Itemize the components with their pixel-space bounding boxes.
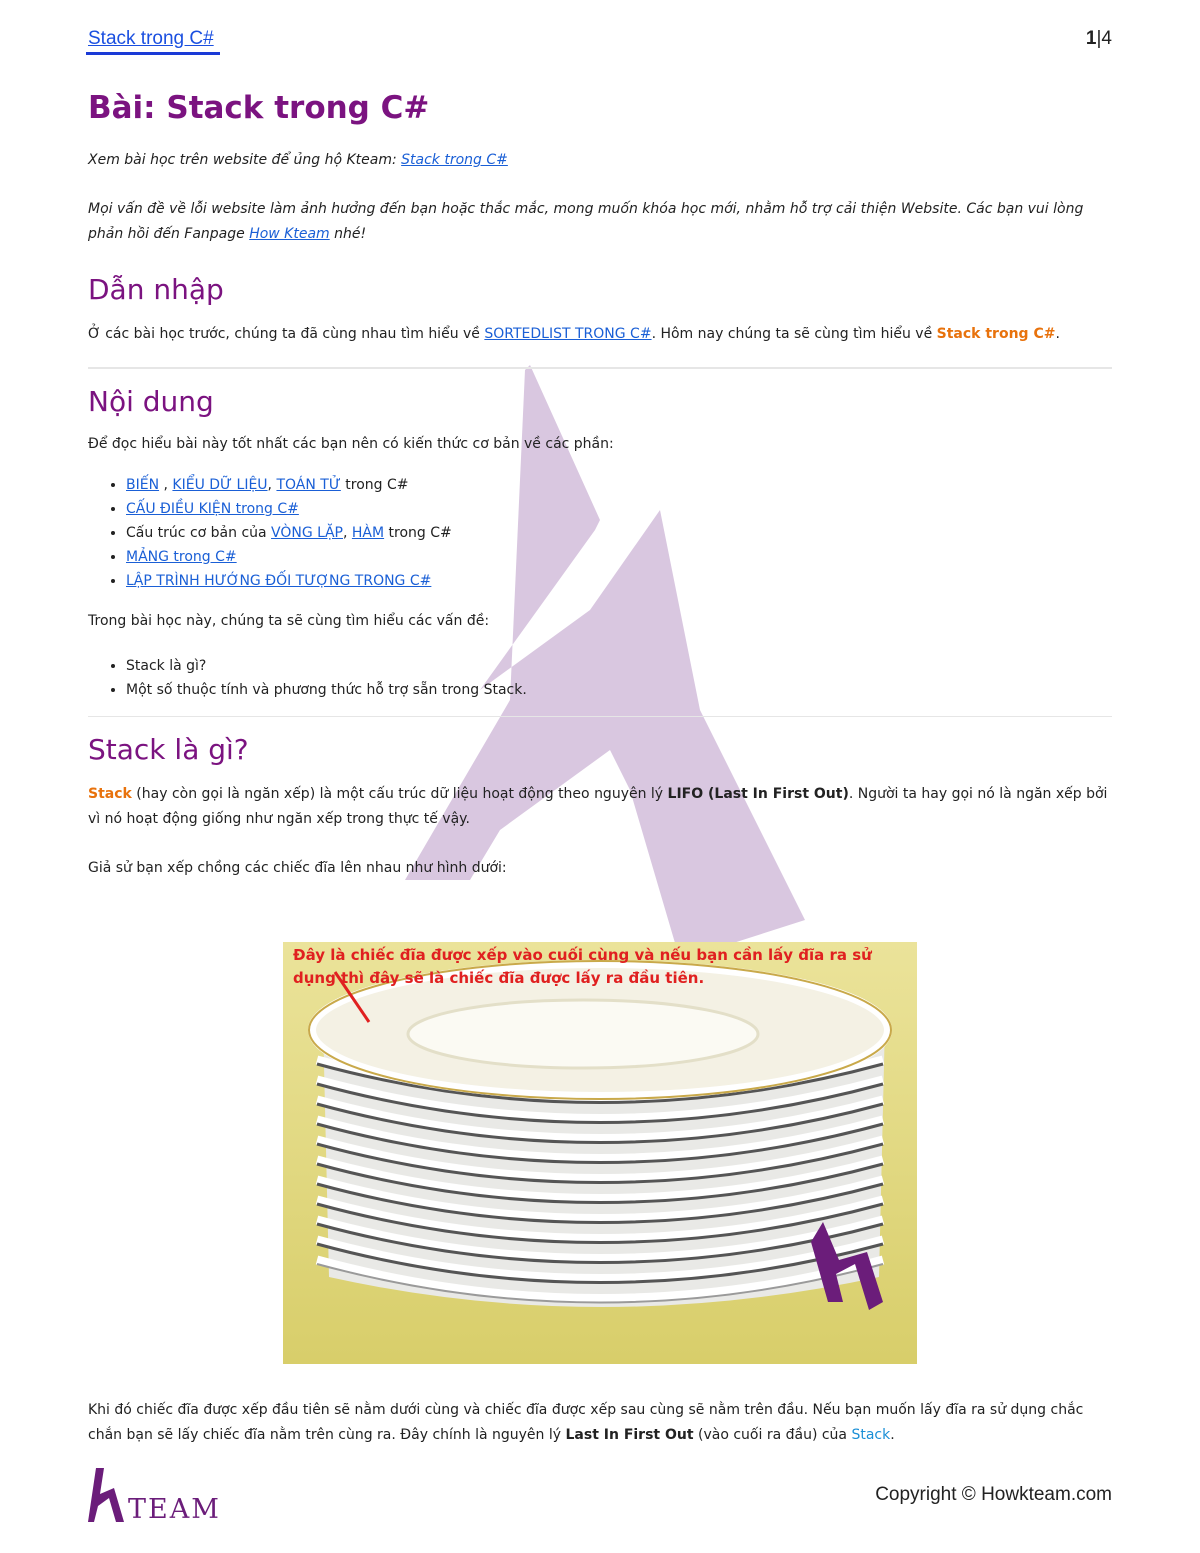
mang-link[interactable]: MẢNG trong C#	[126, 549, 237, 565]
stacked-plates-image	[283, 942, 917, 1364]
intro-paragraph	[88, 322, 1112, 347]
prereq-list	[88, 473, 1112, 593]
sortedlist-link[interactable]: SORTEDLIST TRONG C#	[484, 326, 652, 342]
cau-dieu-kien-link[interactable]: CẤU ĐIỀU KIỆN trong C#	[126, 501, 299, 517]
definition-text: (hay còn gọi là ngăn xếp) là một cấu trúc dữ liệu hoạt động theo nguyên lý	[131, 786, 668, 802]
section-heading-stack: Stack là gì?	[88, 733, 249, 766]
page-number	[1086, 28, 1112, 50]
feedback-note	[88, 197, 1112, 247]
fanpage-link[interactable]: How Kteam	[249, 226, 330, 242]
explanation-text: Khi đó chiếc đĩa được xếp đầu tiên sẽ nằm dưới cùng và chiếc đĩa được xếp sau cùng sẽ nằm trên đầu. Nếu bạn muốn lấy đĩa ra sử dụng chắc chắn bạn sẽ lấy chiếc đĩa nằm trên cùng ra. Đây chính là nguyên lý	[88, 1402, 1084, 1443]
prereq-text: Để đọc hiểu bài này tốt nhất các bạn nên có kiến thức cơ bản về các phần:	[88, 436, 614, 452]
list-item: • Stack là gì?	[126, 654, 1112, 678]
page-separator: |	[1096, 28, 1102, 49]
page-title: Bài: Stack trong C#	[88, 90, 430, 126]
bien-link[interactable]: BIẾN	[126, 477, 160, 493]
stack-highlight: Stack trong C#	[936, 326, 1056, 342]
topics-text: Trong bài học này, chúng ta sẽ cùng tìm hiểu các vấn đề:	[88, 613, 490, 629]
vong-lap-link[interactable]: VÒNG LẶP	[271, 525, 343, 541]
list-separator: ,	[343, 525, 352, 541]
lifo-term-bold: Last In First Out	[565, 1427, 694, 1443]
list-item	[126, 569, 1112, 593]
lifo-term: LIFO (Last In First Out)	[667, 786, 849, 802]
definition-text-cont: . Người ta hay gọi nó là ngăn xếp bởi vì nó hoạt động giống như ngăn xếp trong thực tế vậy.	[88, 786, 1108, 827]
explanation-text-cont: (vào cuối ra đầu) của	[693, 1427, 852, 1443]
view-online-note	[88, 148, 1112, 173]
header-title-link[interactable]: Stack trong C#	[88, 28, 214, 49]
header-underline	[86, 52, 220, 55]
intro-text: Ở các bài học trước, chúng ta đã cùng nhau tìm hiểu về	[88, 326, 485, 342]
intro-text-suffix: .	[1055, 326, 1060, 342]
stack-definition	[88, 782, 1112, 832]
section-heading-intro: Dẫn nhập	[88, 273, 224, 306]
list-item	[126, 521, 1112, 545]
kieu-du-lieu-link[interactable]: KIỂU DỮ LIỆU	[172, 477, 268, 493]
page-current: 1	[1085, 28, 1097, 49]
list-separator: ,	[267, 477, 277, 493]
feedback-suffix: nhé!	[329, 226, 367, 242]
intro-text-middle: . Hôm nay chúng ta sẽ cùng tìm hiểu về	[651, 326, 937, 342]
conclusion-block	[88, 1398, 1112, 1448]
ham-link[interactable]: HÀM	[351, 525, 385, 541]
section-heading-content: Nội dung	[88, 385, 214, 418]
oop-link[interactable]: LẬP TRÌNH HƯỚNG ĐỐI TƯỢNG TRONG C#	[126, 573, 432, 589]
list-item	[126, 497, 1112, 521]
plates-intro: Giả sử bạn xếp chồng các chiếc đĩa lên nhau như hình dưới:	[88, 860, 507, 876]
stack-term-blue: Stack	[851, 1427, 891, 1443]
section-divider	[88, 367, 1112, 369]
list-item	[126, 473, 1112, 497]
section-divider	[88, 716, 1112, 717]
stack-term: Stack	[88, 786, 132, 802]
view-online-link[interactable]: Stack trong C#	[401, 152, 508, 168]
copyright-text: Copyright © Howkteam.com	[875, 1484, 1112, 1505]
image-caption: Đây là chiếc đĩa được xếp vào cuối cùng và nếu bạn cần lấy đĩa ra sử dụng thì đây sẽ là chiếc đĩa được lấy ra đầu tiên.	[293, 946, 872, 987]
main-content	[88, 90, 1112, 881]
list-item: • Một số thuộc tính và phương thức hỗ trợ sẵn trong Stack.	[126, 678, 1112, 702]
view-note-text: Xem bài học trên website để ủng hộ Kteam:	[88, 152, 402, 168]
list-item-prefix: Cấu trúc cơ bản của	[126, 525, 272, 541]
page-total: 4	[1101, 28, 1112, 49]
list-item	[126, 545, 1112, 569]
lifo-explanation	[88, 1398, 1112, 1448]
feedback-text: Mọi vấn đề về lỗi website làm ảnh hưởng đến bạn hoặc thắc mắc, mong muốn khóa học mới, nhằm hỗ trợ cải thiện Website. Các bạn vui lòng phản hồi đến Fanpage	[88, 201, 1084, 242]
kteam-logo	[88, 1466, 228, 1526]
list-item-suffix: trong C#	[384, 525, 452, 541]
explanation-end: .	[890, 1427, 895, 1443]
logo-text: TEAM	[128, 1494, 221, 1525]
list-item-suffix: trong C#	[340, 477, 409, 493]
topics-list	[88, 654, 1112, 702]
toan-tu-link[interactable]: TOÁN TỬ	[276, 477, 341, 493]
list-separator: ,	[159, 477, 173, 493]
plates-illustration	[283, 942, 917, 1364]
